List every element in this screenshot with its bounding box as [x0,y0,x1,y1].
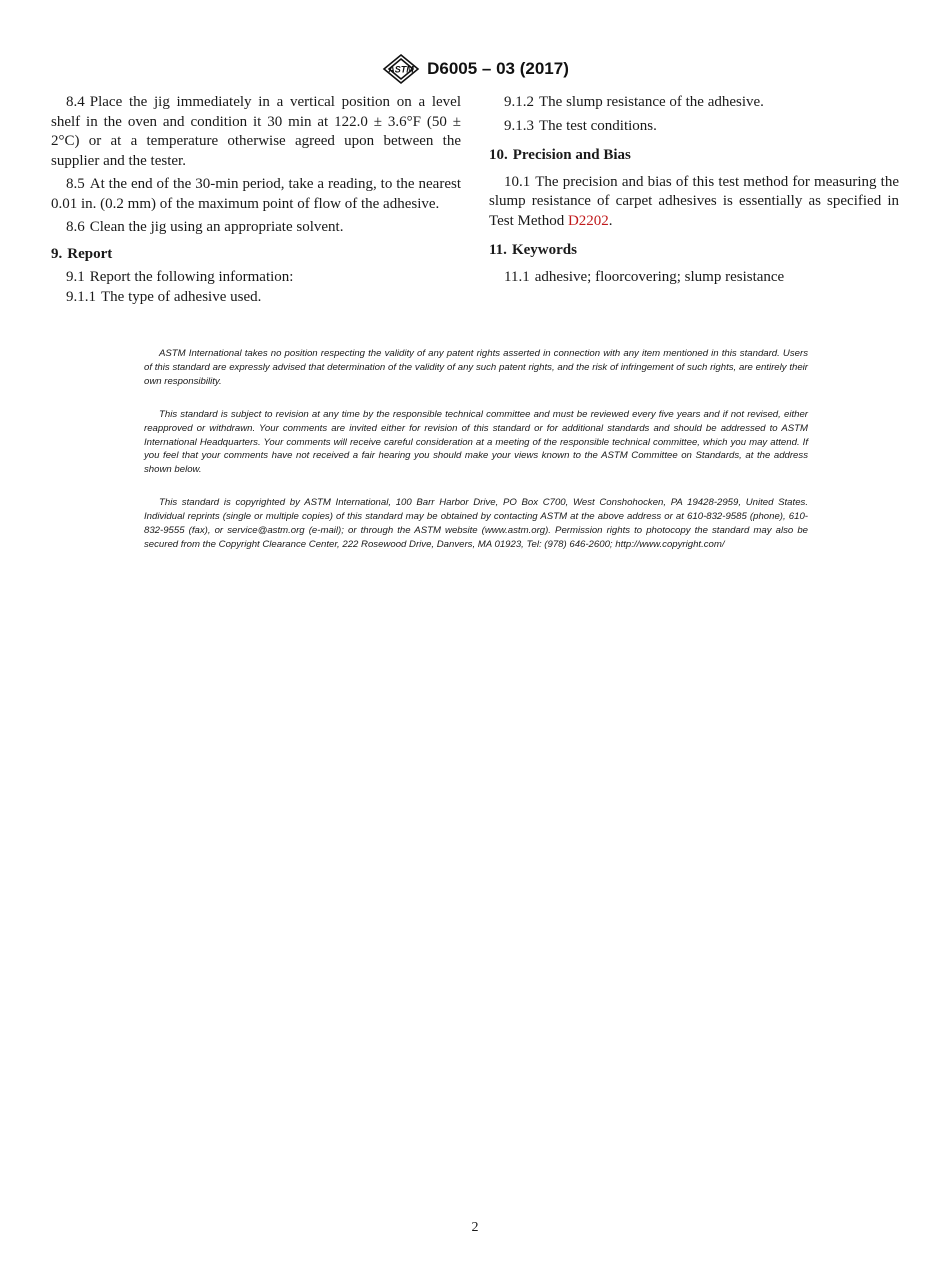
paragraph-11-1: 11.1 adhesive; floorcovering; slump resistance [504,268,785,285]
revision-notice: This standard is subject to revision at any time by the responsible technical committee and must be reviewed every five years and if not revised, either reapproved or withdrawn. Your comments are invited either for revision of this standard or for additional standards and should be addressed to ASTM International Headquarters. Your comments will receive careful consideration at a meeting of the responsible technical committee, which you may attend. If you feel that your comments have not received a fair hearing you should make your views known to the ASTM Committee on Standards, at the address shown below. [144,408,808,476]
paragraph-9-1: 9.1 Report the following information: [66,269,294,285]
section-heading-precision-and-bias: 10. Precision and Bias [489,147,631,163]
astm-logo-icon [381,53,421,85]
paragraph-9-1-2: 9.1.2 The slump resistance of the adhesive. [504,94,764,110]
paragraph-8-5: 8.5 At the end of the 30-min period, take a reading, to the nearest 0.01 in. (0.2 mm) of the maximum point of flow of the adhesive. [51,176,461,212]
standard-designation: D6005 – 03 (2017) [427,59,569,78]
legal-notices [144,347,808,571]
left-column [51,93,461,311]
paragraph-10-1: 10.1 The precision and bias of this test method for measuring the slump resistance of carpet adhesives is essentially as specified in Test Method D2202. [489,173,899,229]
reference-link-d2202[interactable]: D2202 [567,212,609,229]
astm-logo-text: ASTM [388,64,414,75]
right-column [489,93,899,291]
paragraph-8-4: 8.4 Place the jig immediately in a vertical position on a level shelf in the oven and condition it 30 min at 122.0 ± 3.6°F (50 ± 2°C) or at a temperature otherwise agreed upon between the supplier and the tester. [51,94,461,169]
section-heading-keywords: 11. Keywords [489,242,577,258]
section-heading-report: 9. Report [51,245,113,262]
page-header [0,52,950,86]
copyright-notice: This standard is copyrighted by ASTM International, 100 Barr Harbor Drive, PO Box C700, West Conshohocken, PA 19428-2959, United States. Individual reprints (single or multiple copies) of this standard may be obtained by contacting ASTM at the above address or at 610-832-9585 (phone), 610-832-9555 (fax), or service@astm.org (e-mail); or through the ASTM website (www.astm.org). Permission rights to photocopy the standard may also be secured from the Copyright Clearance Center, 222 Rosewood Drive, Danvers, MA 01923, Tel: (978) 646-2600; http://www.copyright.com/ [144,497,808,550]
paragraph-8-6: 8.6 Clean the jig using an appropriate solvent. [66,219,344,235]
paragraph-9-1-3: 9.1.3 The test conditions. [504,117,657,134]
page-number: 2 [471,1220,479,1235]
paragraph-9-1-1: 9.1.1 The type of adhesive used. [66,288,262,305]
patent-notice: ASTM International takes no position respecting the validity of any patent rights asserted in connection with any item mentioned in this standard. Users of this standard are expressly advised that determination of the validity of any such patent rights, and the risk of infringement of such rights, are entirely their own responsibility. [144,348,808,387]
